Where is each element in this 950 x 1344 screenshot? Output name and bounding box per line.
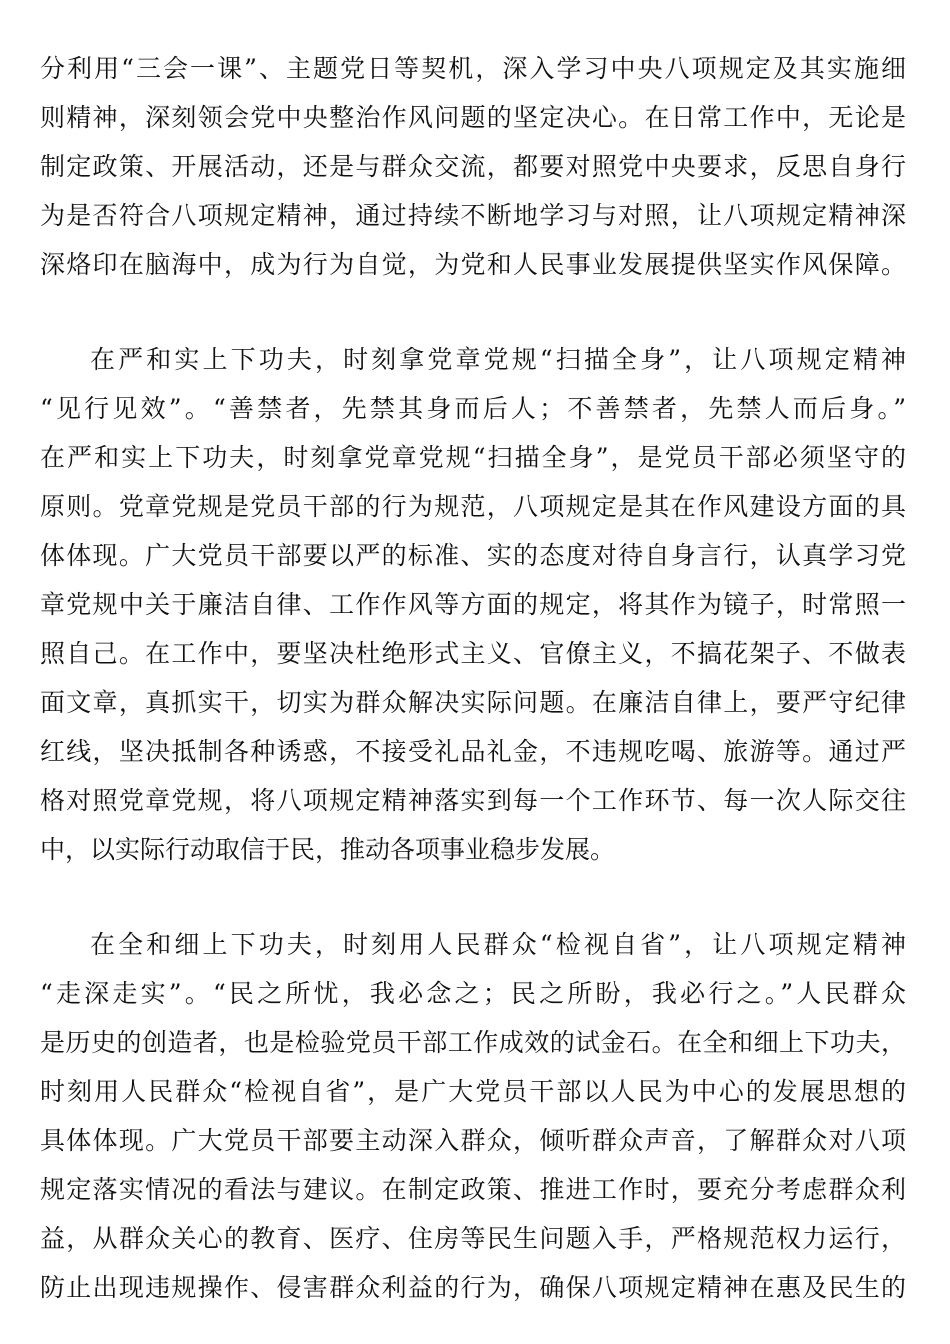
- text-line: “走深走实”。“民之所忧，我必念之；民之所盼，我必行之。”人民群众: [40, 979, 906, 1008]
- text-line: 制定政策、开展活动，还是与群众交流，都要对照党中央要求，反思自身行: [40, 152, 906, 181]
- text-line: “见行见效”。“善禁者，先禁其身而后人；不善禁者，先禁人而后身。”: [40, 394, 906, 423]
- text-line: 深烙印在脑海中，成为行为自觉，为党和人民事业发展提供坚实作风保障。: [40, 250, 906, 279]
- document-page: [40, 44, 906, 1312]
- paragraph-1: [40, 44, 906, 289]
- text-line: 中，以实际行动取信于民，推动各项事业稳步发展。: [40, 835, 616, 864]
- text-line: 益，从群众关心的教育、医疗、住房等民生问题入手，严格规范权力运行，: [40, 1224, 906, 1253]
- paragraph-2: [40, 335, 906, 874]
- text-line: 章党规中关于廉洁自律、工作作风等方面的规定，将其作为镜子，时常照一: [40, 590, 906, 619]
- text-line: 在严和实上下功夫，时刻拿党章党规“扫描全身”，是党员干部必须坚守的: [40, 443, 906, 472]
- text-line: 在全和细上下功夫，时刻用人民群众“检视自省”，让八项规定精神: [90, 930, 906, 959]
- text-line: 为是否符合八项规定精神，通过持续不断地学习与对照，让八项规定精神深: [40, 201, 906, 230]
- text-line: 原则。党章党规是党员干部的行为规范，八项规定是其在作风建设方面的具: [40, 492, 906, 521]
- paragraph-spacer: [40, 289, 906, 335]
- text-line: 分利用“三会一课”、主题党日等契机，深入学习中央八项规定及其实施细: [40, 54, 906, 83]
- text-line: 照自己。在工作中，要坚决杜绝形式主义、官僚主义，不搞花架子、不做表: [40, 639, 906, 668]
- text-line: 体体现。广大党员干部要以严的标准、实的态度对待自身言行，认真学习党: [40, 541, 906, 570]
- text-line: 具体体现。广大党员干部要主动深入群众，倾听群众声音，了解群众对八项: [40, 1126, 906, 1155]
- text-line: 格对照党章党规，将八项规定精神落实到每一个工作环节、每一次人际交往: [40, 786, 906, 815]
- paragraph-spacer: [40, 874, 906, 920]
- text-line: 在严和实上下功夫，时刻拿党章党规“扫描全身”，让八项规定精神: [90, 345, 906, 374]
- text-line: 是历史的创造者，也是检验党员干部工作成效的试金石。在全和细上下功夫，: [40, 1028, 906, 1057]
- text-line: 红线，坚决抵制各种诱惑，不接受礼品礼金，不违规吃喝、旅游等。通过严: [40, 737, 906, 766]
- text-line: 防止出现违规操作、侵害群众利益的行为，确保八项规定精神在惠及民生的: [40, 1273, 906, 1302]
- paragraph-3: [40, 920, 906, 1312]
- text-line: 面文章，真抓实干，切实为群众解决实际问题。在廉洁自律上，要严守纪律: [40, 688, 906, 717]
- text-line: 规定落实情况的看法与建议。在制定政策、推进工作时，要充分考虑群众利: [40, 1175, 906, 1204]
- text-line: 时刻用人民群众“检视自省”，是广大党员干部以人民为中心的发展思想的: [40, 1077, 906, 1106]
- text-line: 则精神，深刻领会党中央整治作风问题的坚定决心。在日常工作中，无论是: [40, 103, 906, 132]
